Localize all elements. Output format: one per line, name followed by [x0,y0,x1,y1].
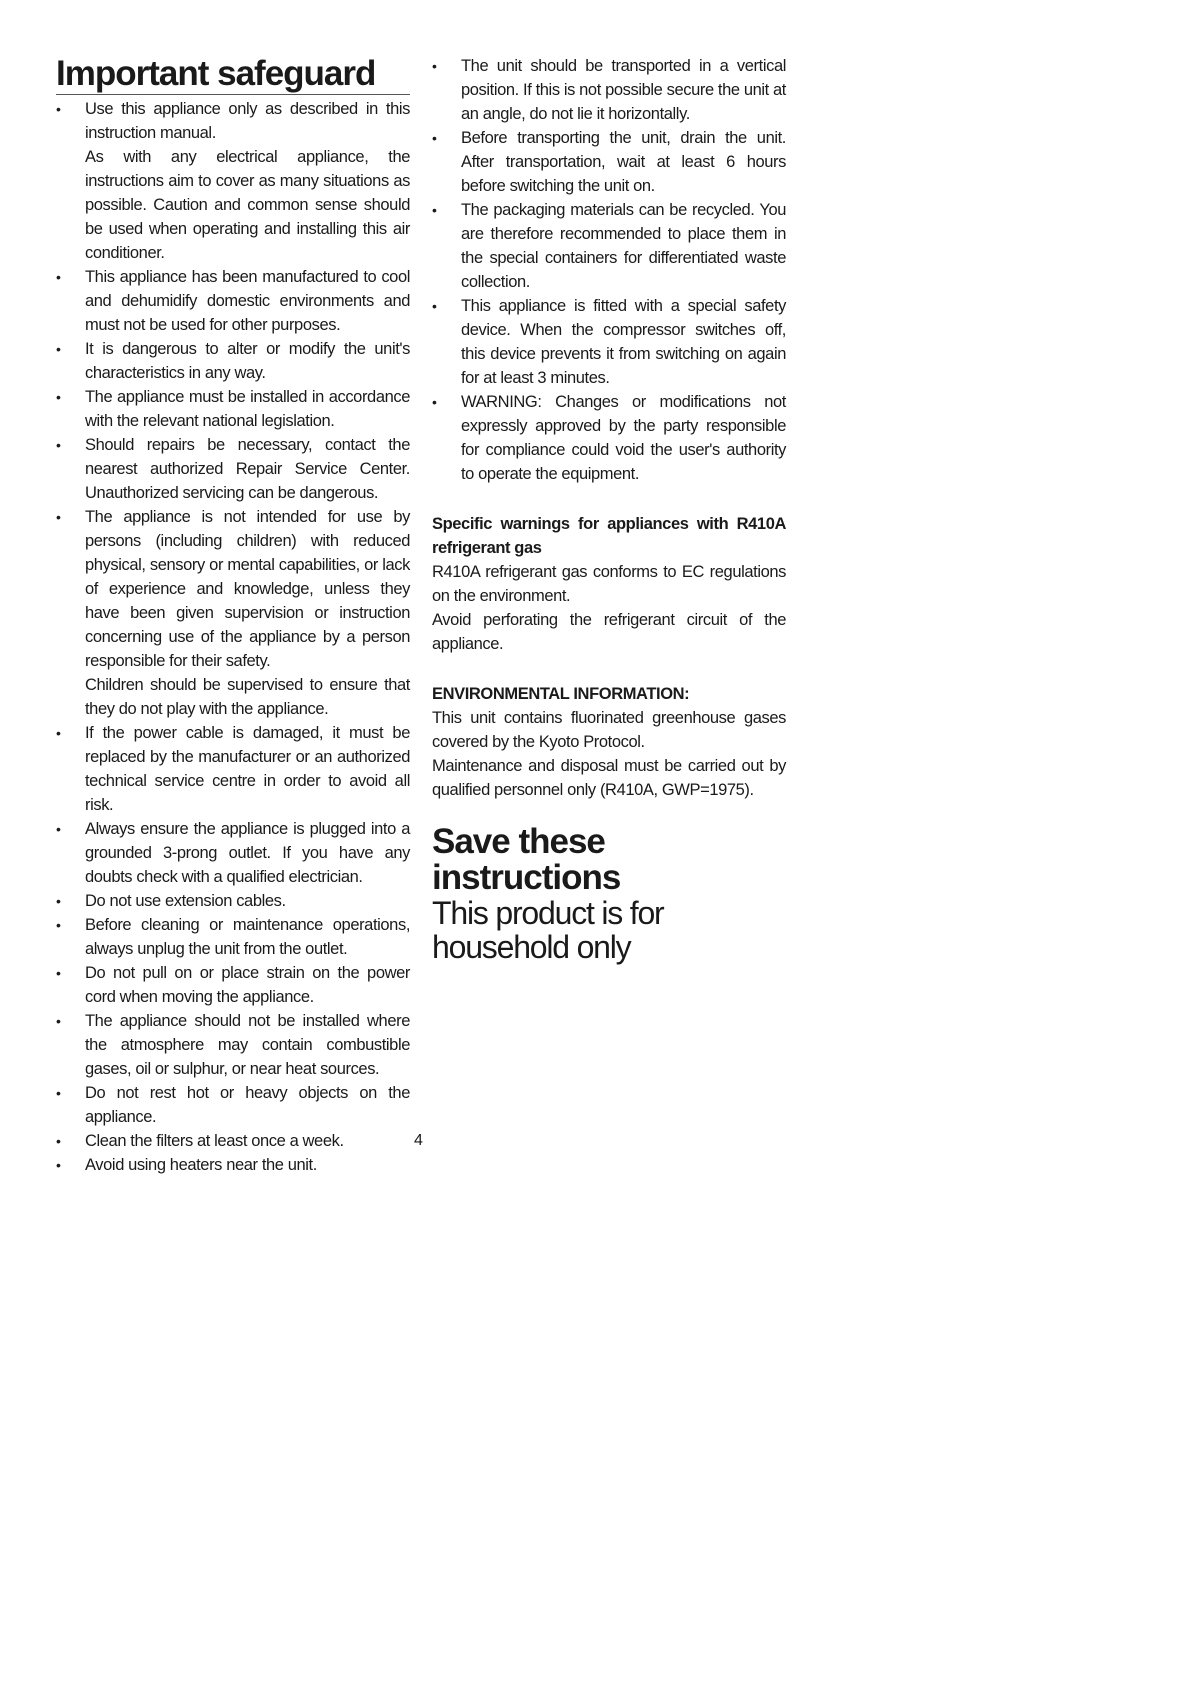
item-text: • Do not use extension cables. [85,892,286,910]
list-item [56,721,410,817]
item-text: • Before cleaning or maintenance operations, always unplug the unit from the outlet. [85,916,410,958]
list-item [56,961,410,1009]
item-text: • This appliance has been manufactured to cool and dehumidify domestic environments and must not be used for other purposes. [85,268,410,334]
left-column [56,54,410,1177]
item-text: • Should repairs be necessary, contact the nearest authorized Repair Service Center. Unauthorized servicing can be dangerous. [85,436,410,502]
list-item [56,1153,410,1177]
list-item [56,889,410,913]
item-text: • Avoid using heaters near the unit. [85,1156,317,1174]
page-number: 4 [414,1132,423,1149]
list-item [56,1129,410,1153]
item-text: • It is dangerous to alter or modify the unit's characteristics in any way. [85,340,410,382]
list-item [56,337,410,385]
item-text: • The appliance should not be installed where the atmosphere may contain combustible gases, oil or sulphur, or near heat sources. [85,1012,410,1078]
list-item [56,505,410,721]
list-item [56,913,410,961]
item-text: • Do not rest hot or heavy objects on the appliance. [85,1084,410,1126]
item-text: • Always ensure the appliance is plugged into a grounded 3-prong outlet. If you have any doubts check with a qualified electrician. [85,820,410,886]
list-item [56,1009,410,1081]
transport-list [432,54,786,486]
save-instructions-heading: Save these instructions [432,822,621,897]
list-item: • This appliance is fitted with a special safety device. When the compressor switches off, this device prevents it from switching on again for at least 3 minutes. [432,294,786,390]
item-text: • The appliance is not intended for use by persons (including children) with reduced physical, sensory or mental capabilities, or lack of experience and knowledge, unless they have been given supervision or instruction concerning use of the appliance by a person responsible for their safety. [85,508,410,670]
item-text: • If the power cable is damaged, it must be replaced by the manufacturer or an authorized technical service centre in order to avoid all risk. [85,724,410,814]
item-text: As with any electrical appliance, the instructions aim to cover as many situations as possible. Caution and common sense should be used when operating and installing this air conditioner. [85,148,410,262]
list-item [56,265,410,337]
list-item [56,433,410,505]
item-text: Children should be supervised to ensure that they do not play with the appliance. [85,676,410,718]
right-column [432,54,786,964]
r410a-heading: Specific warnings for appliances with R410A refrigerant gas [432,515,786,557]
page-title: Important safeguard [56,54,410,95]
item-text: • Use this appliance only as described in this instruction manual. [85,100,410,142]
list-item [56,817,410,889]
item-text: • Do not pull on or place strain on the power cord when moving the appliance. [85,964,410,1006]
list-item [56,385,410,433]
list-item: • WARNING: Changes or modifications not expressly approved by the party responsible for compliance could void the user's authority to operate the equipment. [432,390,786,486]
safeguard-list [56,97,410,1177]
item-text: • The appliance must be installed in accordance with the relevant national legislation. [85,388,410,430]
environmental-heading: ENVIRONMENTAL INFORMATION: [432,685,690,703]
environmental-text: This unit contains fluorinated greenhouse gases covered by the Kyoto Protocol. [432,709,786,751]
list-item [56,1081,410,1129]
list-item: • Before transporting the unit, drain the unit. After transportation, wait at least 6 hours before switching the unit on. [432,126,786,198]
list-item [56,97,410,265]
list-item: • The packaging materials can be recycled. You are therefore recommended to place them in the special containers for differentiated waste collection. [432,198,786,294]
list-item: • The unit should be transported in a vertical position. If this is not possible secure the unit at an angle, do not lie it horizontally. [432,54,786,126]
item-text: • Clean the filters at least once a week. [85,1132,344,1150]
r410a-text: Avoid perforating the refrigerant circuit of the appliance. [432,611,786,653]
r410a-text: R410A refrigerant gas conforms to EC regulations on the environment. [432,563,786,605]
environmental-text: Maintenance and disposal must be carried out by qualified personnel only (R410A, GWP=1975). [432,757,786,799]
household-only-subtitle: This product is for household only [432,895,664,965]
